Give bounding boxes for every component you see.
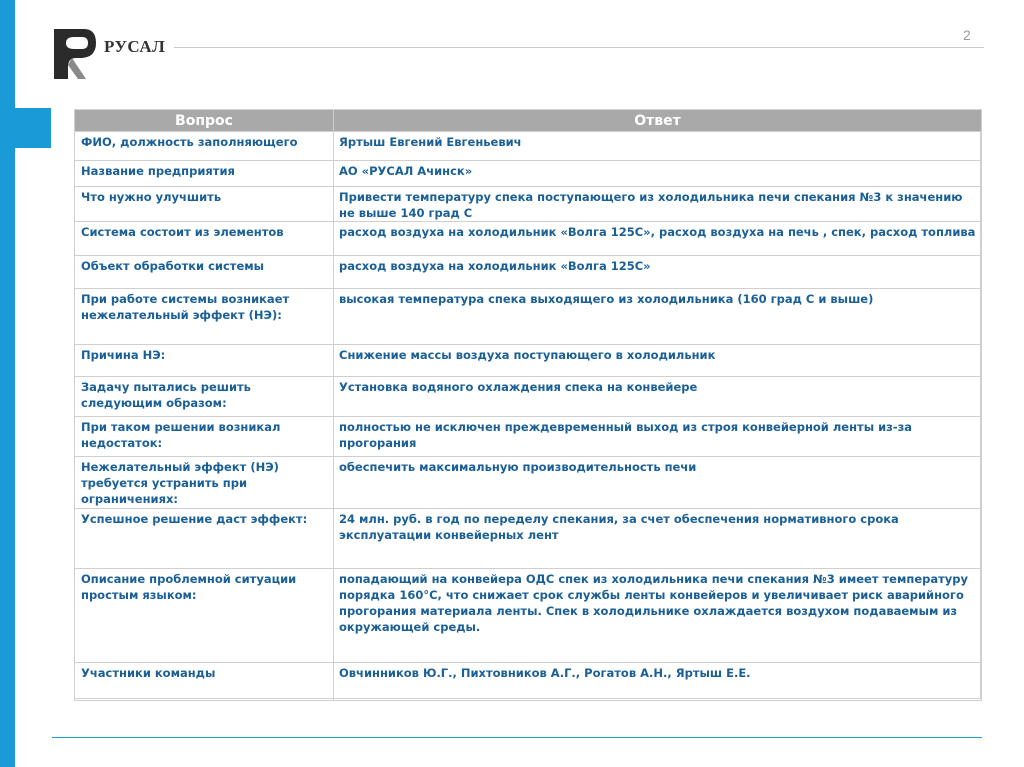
- answer-cell: полностью не исключен преждевременный выход из строя конвейерной ленты из-за прогорания: [334, 417, 982, 457]
- question-cell: Задачу пытались решить следующим образом:: [75, 377, 334, 417]
- question-cell: Причина НЭ:: [75, 345, 334, 377]
- table-row: [75, 222, 982, 256]
- table-row: [75, 417, 982, 457]
- answer-cell: Привести температуру спека поступающего из холодильника печи спекания №3 к значению не выше 140 град С: [334, 187, 982, 222]
- left-accent-bar: [0, 0, 15, 767]
- table-row: [75, 256, 982, 289]
- question-cell: Система состоит из элементов: [75, 222, 334, 256]
- answer-cell: Яртыш Евгений Евгеньевич: [334, 132, 982, 161]
- table-row: [75, 663, 982, 701]
- question-cell: Название предприятия: [75, 161, 334, 187]
- question-cell: При работе системы возникает нежелательный эффект (НЭ):: [75, 289, 334, 345]
- answer-cell: обеспечить максимальную производительность печи: [334, 457, 982, 509]
- page-number: 2: [963, 27, 971, 43]
- answer-cell: попадающий на конвейера ОДС спек из холодильника печи спекания №3 имеет температуру порядка 160°С, что снижает срок службы ленты конвейеров и увеличивает риск аварийного прогорания материала ленты. Спек в холодильнике охлаждается воздухом подаваемым из окружающей среды.: [334, 569, 982, 663]
- table-row: [75, 377, 982, 417]
- question-cell: ФИО, должность заполняющего: [75, 132, 334, 161]
- qa-table: [74, 109, 982, 701]
- question-cell: Что нужно улучшить: [75, 187, 334, 222]
- header-question: Вопрос: [75, 110, 334, 132]
- answer-cell: Установка водяного охлаждения спека на конвейере: [334, 377, 982, 417]
- table-row: [75, 289, 982, 345]
- rusal-logo-icon: [52, 27, 98, 79]
- question-cell: Описание проблемной ситуации простым языком:: [75, 569, 334, 663]
- question-cell: Участники команды: [75, 663, 334, 701]
- question-cell: Объект обработки системы: [75, 256, 334, 289]
- table-row: [75, 161, 982, 187]
- left-accent-tab: [15, 108, 51, 148]
- answer-cell: расход воздуха на холодильник «Волга 125С»: [334, 256, 982, 289]
- header-answer: Ответ: [334, 110, 982, 132]
- answer-cell: Снижение массы воздуха поступающего в холодильник: [334, 345, 982, 377]
- answer-cell: высокая температура спека выходящего из холодильника (160 град С и выше): [334, 289, 982, 345]
- question-cell: Успешное решение даст эффект:: [75, 509, 334, 569]
- table-row: [75, 345, 982, 377]
- header-divider: [174, 47, 984, 48]
- answer-cell: расход воздуха на холодильник «Волга 125С», расход воздуха на печь , спек, расход топлива: [334, 222, 982, 256]
- answer-cell: АО «РУСАЛ Ачинск»: [334, 161, 982, 187]
- table-row: [75, 187, 982, 222]
- logo-text: РУСАЛ: [104, 37, 166, 56]
- question-cell: При таком решении возникал недостаток:: [75, 417, 334, 457]
- question-cell: Нежелательный эффект (НЭ) требуется устранить при ограничениях:: [75, 457, 334, 509]
- answer-cell: 24 млн. руб. в год по переделу спекания, за счет обеспечения нормативного срока эксплуатации конвейерных лент: [334, 509, 982, 569]
- footer-divider: [52, 737, 982, 738]
- table-row: [75, 132, 982, 161]
- table-header-row: [75, 110, 982, 132]
- table-row: [75, 569, 982, 663]
- table-row: [75, 509, 982, 569]
- answer-cell: Овчинников Ю.Г., Пихтовников А.Г., Рогатов А.Н., Яртыш Е.Е.: [334, 663, 982, 701]
- table-row: [75, 457, 982, 509]
